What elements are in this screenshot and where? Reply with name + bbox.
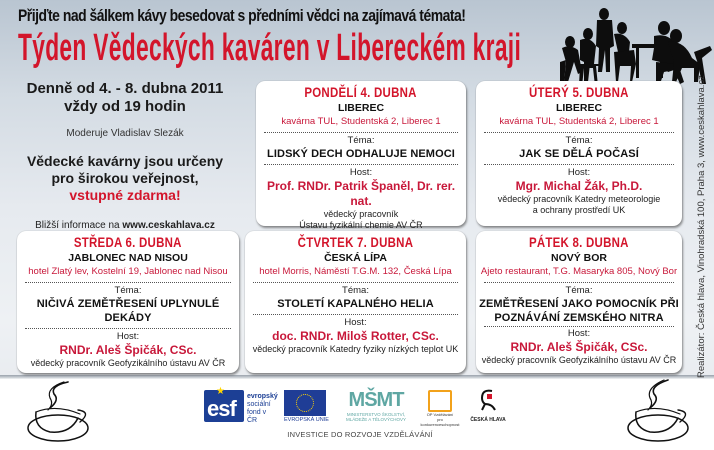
event-venue: Ajeto restaurant, T.G. Masaryka 805, Nový Bor xyxy=(480,266,678,277)
free-entry: vstupné zdarma! xyxy=(69,187,181,203)
guest-affiliation: vědecký pracovník xyxy=(323,209,399,219)
event-topic: JAK SE DĚLÁ POČASÍ xyxy=(519,148,639,160)
guest-affiliation: vědecký pracovník Katedry meteorologie xyxy=(497,194,661,204)
poster-bottom-border xyxy=(0,375,714,379)
more-info: Bližší informace na www.ceskahlava.cz xyxy=(35,220,215,231)
divider xyxy=(253,314,458,315)
event-topic: POZNÁVÁNÍ ZEMSKÉHO NITRA xyxy=(494,312,664,324)
intro-section xyxy=(0,80,250,231)
event-day: PÁTEK 8. DUBNA xyxy=(529,234,629,250)
event-venue: kavárna TUL, Studentská 2, Liberec 1 xyxy=(281,116,441,127)
guest-label: Host: xyxy=(116,331,140,342)
topic-label: Téma: xyxy=(565,285,593,296)
esf-mark-icon: esf xyxy=(204,390,244,422)
event-topic: NIČIVÁ ZEMĚTŘESENÍ UPLYNULÉ DEKÁDY xyxy=(36,298,220,324)
event-card-monday xyxy=(256,81,466,230)
guest-affiliation: Ústavu fyzikální chemie AV ČR xyxy=(299,220,423,230)
event-card-friday xyxy=(476,231,682,373)
event-day: STŘEDA 6. DUBNA xyxy=(74,234,182,250)
event-day: ČTVRTEK 7. DUBNA xyxy=(297,234,414,250)
coffee-cup-icon xyxy=(20,378,90,448)
topic-label: Téma: xyxy=(565,135,593,146)
topic-label: Téma: xyxy=(342,285,369,296)
investment-slogan: INVESTICE DO ROZVOJE VZDĚLÁVÁNÍ xyxy=(287,430,433,439)
event-card-wednesday xyxy=(17,231,239,373)
event-day: ÚTERÝ 5. DUBNA xyxy=(529,84,629,100)
event-topic: STOLETÍ KAPALNÉHO HELIA xyxy=(277,298,434,310)
guest-affiliation: vědecký pracovník Geofyzikálního ústavu AV ČR xyxy=(30,358,226,368)
event-city: JABLONEC NAD NISOU xyxy=(68,252,188,264)
divider xyxy=(484,164,674,165)
ceska-hlava-logo: ČESKÁ HLAVA xyxy=(466,388,510,424)
msmt-logo: MŠMT MINISTERSTVO ŠKOLSTVÍ, MLÁDEŽE A TĚLOVÝCHOVY xyxy=(338,388,414,424)
divider xyxy=(264,132,458,133)
divider xyxy=(484,326,674,327)
event-topic: ZEMĚTŘESENÍ JAKO POMOCNÍK PŘI xyxy=(479,298,679,310)
op-vk-mark-icon xyxy=(428,390,452,412)
divider xyxy=(484,132,674,133)
guest-affiliation: vědecký pracovník Geofyzikálního ústavu AV ČR xyxy=(481,355,677,365)
event-city: NOVÝ BOR xyxy=(550,252,607,264)
event-guest: RNDr. Aleš Špičák, CSc. xyxy=(510,340,648,354)
moderator: Moderuje Vladislav Slezák xyxy=(66,128,184,139)
guest-affiliation: a ochrany prostředí UK xyxy=(532,205,626,215)
op-vk-logo: OP Vzdělávání pro konkurenceschopnost xyxy=(418,388,462,424)
main-title: Týden Vědeckých kaváren v Libereckém kraji xyxy=(18,27,522,69)
event-guest: Prof. RNDr. Patrik Španěl, Dr. rer. nat. xyxy=(266,179,456,208)
msmt-mark-icon: MŠMT xyxy=(348,389,404,411)
guest-affiliation: vědecký pracovník Katedry fyziky nízkých teplot UK xyxy=(252,344,459,354)
head-profile-icon xyxy=(478,388,498,412)
divider xyxy=(25,282,231,283)
event-city: ČESKÁ LÍPA xyxy=(324,252,387,264)
star-icon: ★ xyxy=(216,386,225,397)
website-link[interactable]: www.ceskahlava.cz xyxy=(122,220,215,231)
organizer-credits: Realizátor: Česká hlava, Vinohradská 100, Praha 3, www.ceskahlava.cz xyxy=(696,75,707,378)
divider xyxy=(484,282,674,283)
coffee-cup-icon xyxy=(620,378,690,448)
event-card-thursday xyxy=(245,231,466,373)
event-city: LIBEREC xyxy=(337,102,385,114)
event-venue: hotel Zlatý lev, Kostelní 19, Jablonec nad Nisou xyxy=(28,266,228,277)
event-guest: Mgr. Michal Žák, Ph.D. xyxy=(515,179,643,193)
event-guest: RNDr. Aleš Špičák, CSc. xyxy=(59,343,197,357)
guest-label: Host: xyxy=(349,167,373,178)
topic-label: Téma: xyxy=(114,285,142,296)
event-day: PONDĚLÍ 4. DUBNA xyxy=(304,84,418,100)
event-guest: doc. RNDr. Miloš Rotter, CSc. xyxy=(272,329,439,343)
event-dates: Denně od 4. - 8. dubna 2011 vždy od 19 hodin xyxy=(26,80,224,115)
guest-label: Host: xyxy=(344,317,367,328)
sponsor-logos xyxy=(200,386,520,439)
event-venue: hotel Morris, Náměstí T.G.M. 132, Česká Lípa xyxy=(259,266,452,277)
guest-label: Host: xyxy=(567,167,591,178)
cafe-people-silhouette-icon xyxy=(560,2,714,86)
divider xyxy=(253,282,458,283)
eu-logo: EVROPSKÁ UNIE xyxy=(284,390,328,424)
public-notice: Vědecké kavárny jsou určeny pro širokou veřejnost, vstupné zdarma! xyxy=(0,153,250,204)
event-venue: kavárna TUL, Studentská 2, Liberec 1 xyxy=(499,116,659,127)
guest-label: Host: xyxy=(567,328,591,339)
esf-logo: esf ★ evropský sociální fond v ČR xyxy=(204,388,278,424)
event-topic: LIDSKÝ DECH ODHALUJE NEMOCI xyxy=(267,148,455,160)
eu-flag-icon xyxy=(284,390,326,416)
topic-label: Téma: xyxy=(347,135,375,146)
event-card-tuesday xyxy=(476,81,682,226)
divider xyxy=(25,328,231,329)
tagline: Přijďte nad šálkem kávy besedovat s předními vědci na zajímavá témata! xyxy=(18,6,466,25)
event-city: LIBEREC xyxy=(555,102,603,114)
divider xyxy=(264,164,458,165)
